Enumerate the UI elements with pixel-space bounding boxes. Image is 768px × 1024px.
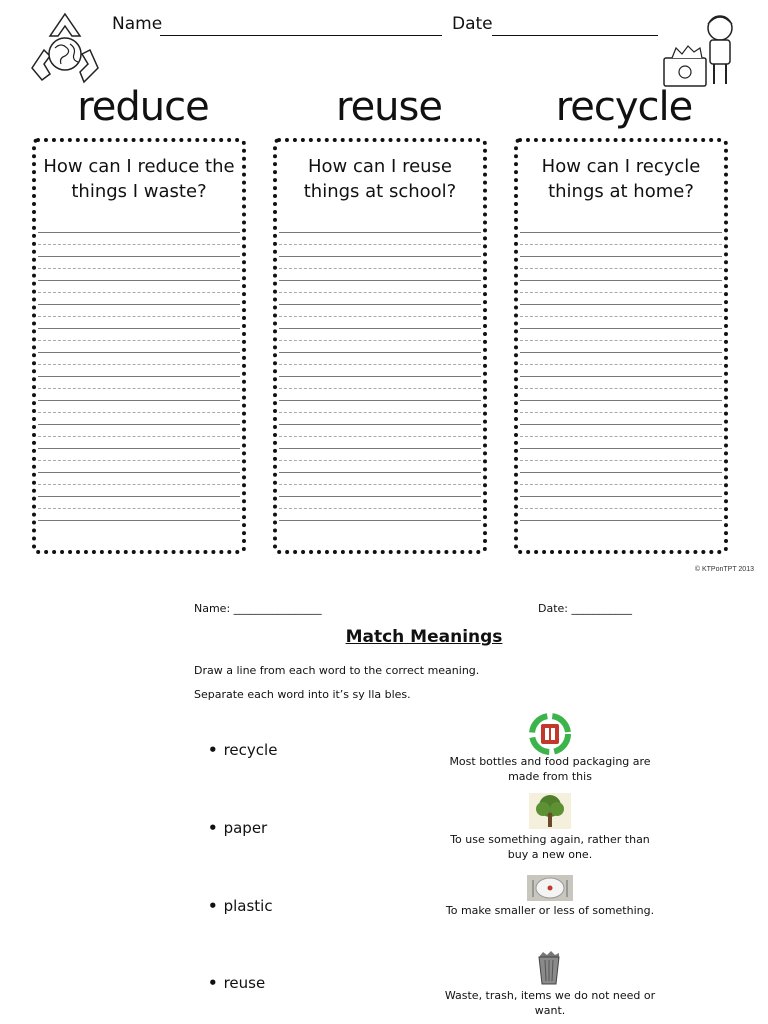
- guide-line: [279, 412, 481, 413]
- guide-line: [279, 280, 481, 281]
- word-label: recycle: [223, 741, 278, 759]
- guide-line: [38, 436, 240, 437]
- guide-line: [38, 328, 240, 329]
- instruction-syllables: Separate each word into it’s sy lla bles.: [194, 688, 411, 701]
- column-title-reuse: reuse: [336, 84, 442, 130]
- guide-line: [279, 340, 481, 341]
- recycle-bottle-icon: [527, 713, 573, 755]
- answer-box-reduce: [32, 138, 246, 554]
- guide-line: [520, 496, 722, 497]
- answer-box-reuse: [273, 138, 487, 554]
- guide-line: [279, 352, 481, 353]
- guide-line: [520, 388, 722, 389]
- guide-line: [279, 292, 481, 293]
- guide-line: [279, 472, 481, 473]
- column-title-recycle: recycle: [555, 84, 693, 130]
- instruction-draw-line: Draw a line from each word to the correct meaning.: [194, 664, 480, 677]
- word-paper: [208, 819, 267, 837]
- guide-line: [38, 268, 240, 269]
- guide-line: [279, 316, 481, 317]
- word-recycle: [208, 741, 277, 759]
- guide-line: [38, 232, 240, 233]
- word-label: plastic: [223, 897, 273, 915]
- guide-line: [38, 424, 240, 425]
- guide-line: [38, 448, 240, 449]
- guide-line: [38, 292, 240, 293]
- guide-line: [279, 400, 481, 401]
- match-meanings-title: Match Meanings: [345, 627, 503, 647]
- word-plastic: [208, 897, 273, 915]
- guide-line: [520, 244, 722, 245]
- bullet-icon: •: [208, 897, 218, 915]
- kid-recycling-icon: [660, 8, 752, 90]
- guide-line: [279, 460, 481, 461]
- guide-line: [38, 460, 240, 461]
- guide-line: [520, 352, 722, 353]
- trash-can-icon: [536, 949, 562, 985]
- guide-line: [520, 472, 722, 473]
- guide-line: [520, 412, 722, 413]
- word-label: paper: [223, 819, 268, 837]
- guide-line: [38, 484, 240, 485]
- guide-line: [38, 304, 240, 305]
- question-recycle: How can I recycle things at home?: [541, 156, 701, 202]
- tree-icon: [529, 793, 571, 829]
- ws2-name-label: Name: ________________: [194, 602, 322, 615]
- guide-line: [520, 304, 722, 305]
- recycle-globe-icon: [24, 10, 106, 86]
- guide-line: [38, 280, 240, 281]
- date-line[interactable]: [492, 35, 658, 36]
- bullet-icon: •: [208, 974, 218, 992]
- writing-lines[interactable]: [38, 232, 240, 542]
- guide-line: [38, 400, 240, 401]
- guide-line: [279, 244, 481, 245]
- guide-line: [38, 472, 240, 473]
- guide-line: [520, 376, 722, 377]
- guide-line: [520, 328, 722, 329]
- name-label: Name: [112, 14, 163, 34]
- guide-line: [520, 508, 722, 509]
- guide-line: [38, 244, 240, 245]
- copyright-text: © KTPonTPT 2013: [694, 566, 754, 573]
- meaning-waste: Waste, trash, items we do not need or want.: [444, 989, 656, 1017]
- meaning-reuse: To use something again, rather than buy a new one.: [450, 833, 650, 861]
- date-label: Date: [452, 14, 493, 34]
- guide-line: [279, 520, 481, 521]
- guide-line: [520, 400, 722, 401]
- guide-line: [520, 424, 722, 425]
- guide-line: [520, 316, 722, 317]
- guide-line: [38, 352, 240, 353]
- word-label: reuse: [223, 974, 266, 992]
- guide-line: [520, 460, 722, 461]
- guide-line: [520, 256, 722, 257]
- guide-line: [38, 364, 240, 365]
- plate-icon: [527, 875, 573, 901]
- guide-line: [520, 292, 722, 293]
- guide-line: [520, 364, 722, 365]
- guide-line: [38, 508, 240, 509]
- column-title-reduce: reduce: [77, 84, 209, 130]
- name-line[interactable]: [160, 35, 442, 36]
- guide-line: [279, 268, 481, 269]
- guide-line: [520, 268, 722, 269]
- guide-line: [520, 448, 722, 449]
- guide-line: [520, 340, 722, 341]
- guide-line: [38, 496, 240, 497]
- guide-line: [279, 508, 481, 509]
- guide-line: [38, 412, 240, 413]
- guide-line: [279, 376, 481, 377]
- guide-line: [520, 436, 722, 437]
- guide-line: [520, 484, 722, 485]
- guide-line: [38, 388, 240, 389]
- guide-line: [38, 316, 240, 317]
- guide-line: [520, 280, 722, 281]
- guide-line: [279, 328, 481, 329]
- ws2-date-label: Date: ___________: [538, 602, 632, 615]
- guide-line: [520, 232, 722, 233]
- question-reuse: How can I reuse things at school?: [303, 156, 457, 202]
- bullet-icon: •: [208, 741, 218, 759]
- guide-line: [279, 424, 481, 425]
- guide-line: [38, 256, 240, 257]
- guide-line: [38, 376, 240, 377]
- guide-line: [279, 388, 481, 389]
- guide-line: [279, 256, 481, 257]
- guide-line: [279, 436, 481, 437]
- word-reuse: [208, 974, 265, 992]
- guide-line: [279, 448, 481, 449]
- guide-line: [38, 340, 240, 341]
- bullet-icon: •: [208, 819, 218, 837]
- guide-line: [279, 304, 481, 305]
- meaning-plastic: Most bottles and food packaging are made from this: [449, 755, 651, 783]
- guide-line: [279, 496, 481, 497]
- guide-line: [279, 364, 481, 365]
- guide-line: [520, 520, 722, 521]
- question-reduce: How can I reduce the things I waste?: [43, 156, 235, 202]
- guide-line: [38, 520, 240, 521]
- writing-lines[interactable]: [279, 232, 481, 542]
- guide-line: [279, 484, 481, 485]
- answer-box-recycle: [514, 138, 728, 554]
- guide-line: [279, 232, 481, 233]
- writing-lines[interactable]: [520, 232, 722, 542]
- meaning-reduce: To make smaller or less of something.: [445, 904, 655, 917]
